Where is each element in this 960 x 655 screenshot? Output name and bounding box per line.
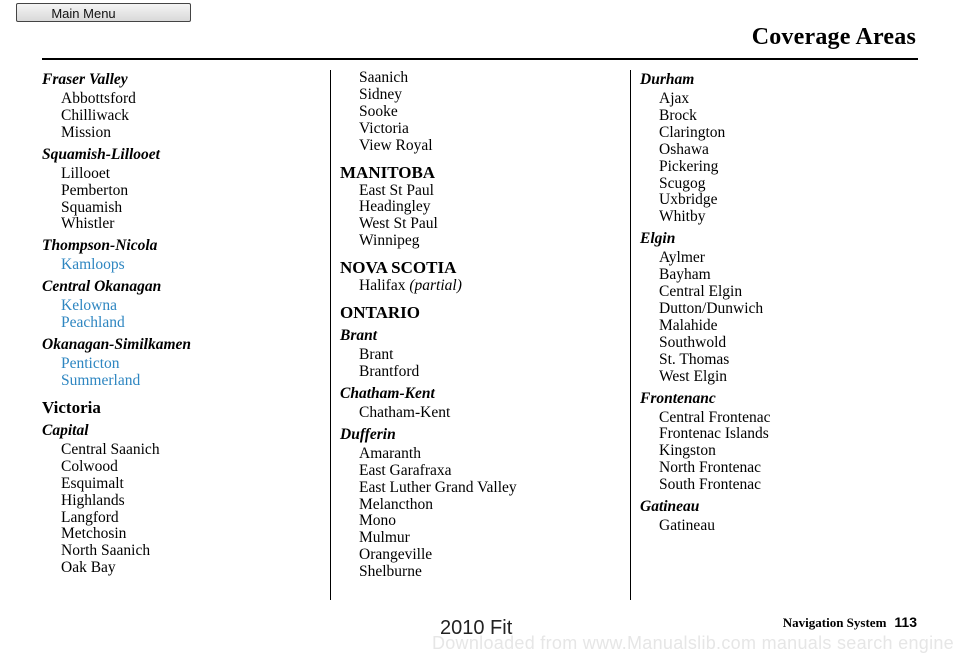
place-name: Chilliwack: [61, 106, 130, 124]
place-name: Whitby: [659, 208, 706, 226]
place-name: Malahide: [659, 316, 718, 334]
region-heading: Elgin: [640, 230, 676, 248]
place-name: Ajax: [659, 90, 690, 107]
place-name: Langford: [61, 508, 119, 526]
place-list: [340, 347, 620, 381]
region-section: [340, 70, 620, 155]
place-item: [61, 216, 322, 233]
place-name: Dutton/Dunwich: [659, 299, 764, 317]
province-heading: ONTARIO: [340, 303, 420, 323]
coverage-column-1: [42, 70, 322, 577]
place-item: [359, 199, 620, 216]
place-item: [359, 121, 620, 138]
place-name: Kamloops: [61, 256, 125, 274]
place-name: Squamish: [61, 198, 123, 216]
place-list: [42, 166, 322, 234]
province-section: [340, 258, 620, 295]
place-item: [659, 335, 920, 352]
footer-section-label: Navigation System: [782, 615, 887, 630]
place-name: Central Saanich: [61, 440, 160, 458]
place-item: [659, 443, 920, 460]
place-name: Colwood: [61, 457, 118, 475]
region-section: [640, 70, 920, 226]
place-name: Summerland: [61, 371, 141, 389]
region-section: [640, 229, 920, 385]
region-section: [42, 145, 322, 234]
place-name: North Frontenac: [659, 459, 762, 477]
place-name: North Saanich: [61, 542, 151, 560]
place-item: [61, 476, 322, 493]
region-section: [42, 421, 322, 577]
place-list: [640, 91, 920, 226]
region-section: [42, 236, 322, 274]
place-name: Frontenac Islands: [659, 425, 769, 443]
place-name: Oak Bay: [61, 559, 116, 577]
province-section: [340, 303, 620, 323]
place-list: [42, 442, 322, 577]
place-name: Abbottsford: [61, 90, 136, 107]
place-item: [659, 209, 920, 226]
place-list: [340, 183, 620, 251]
place-item: [659, 410, 920, 427]
place-list: [340, 278, 620, 295]
place-item: [359, 233, 620, 250]
place-name: Pickering: [659, 157, 719, 175]
place-item: [61, 183, 322, 200]
region-heading: Gatineau: [640, 498, 700, 516]
place-item: [61, 459, 322, 476]
place-item: [359, 104, 620, 121]
place-item: [659, 91, 920, 108]
place-list: [640, 250, 920, 385]
place-item: [659, 352, 920, 369]
coverage-column-2: [340, 70, 620, 581]
place-name: East Garafraxa: [359, 461, 452, 479]
model-watermark: 2010 Fit: [440, 617, 513, 639]
place-item: [659, 250, 920, 267]
place-item: [61, 125, 322, 142]
place-name: Clarington: [659, 123, 726, 141]
region-heading: Brant: [340, 327, 378, 345]
place-name: Highlands: [61, 491, 125, 509]
region-section: [340, 326, 620, 381]
region-section: [340, 384, 620, 422]
region-heading: Okanagan-Similkamen: [42, 336, 191, 354]
place-name: Central Frontenac: [659, 408, 771, 426]
page-title: Coverage Areas: [751, 24, 916, 50]
place-item: [659, 267, 920, 284]
place-name: Winnipeg: [359, 232, 420, 250]
region-heading: Dufferin: [340, 425, 396, 443]
place-item: [359, 216, 620, 233]
place-name: Saanich: [359, 69, 409, 86]
place-item: [359, 547, 620, 564]
column-divider: [330, 70, 331, 600]
place-item: [359, 278, 620, 295]
place-name: Peachland: [61, 314, 125, 332]
place-name: Amaranth: [359, 444, 421, 462]
place-name: Aylmer: [659, 249, 705, 267]
place-name: East Luther Grand Valley: [359, 478, 517, 496]
place-list: [340, 405, 620, 422]
place-item: [659, 369, 920, 386]
place-name: Southwold: [659, 333, 727, 351]
place-list: [340, 70, 620, 155]
place-item: [659, 142, 920, 159]
place-item: [359, 138, 620, 155]
place-list: [340, 446, 620, 581]
place-name: South Frontenac: [659, 476, 762, 494]
place-item: [359, 564, 620, 581]
place-name: Bayham: [659, 266, 711, 284]
place-item: [359, 463, 620, 480]
place-link[interactable]: [61, 356, 322, 373]
place-name: Melancthon: [359, 495, 434, 513]
place-item: [61, 108, 322, 125]
place-name: Oshawa: [659, 140, 709, 158]
place-name: Pemberton: [61, 181, 129, 199]
coverage-note: (partial): [409, 277, 462, 295]
place-item: [359, 364, 620, 381]
title-rule: [42, 58, 918, 60]
region-section: [640, 389, 920, 495]
place-name: Esquimalt: [61, 474, 124, 492]
place-list: [42, 91, 322, 142]
place-item: [61, 442, 322, 459]
province-section: [42, 398, 322, 418]
place-item: [61, 91, 322, 108]
place-item: [359, 183, 620, 200]
place-name: Orangeville: [359, 546, 433, 564]
place-item: [659, 318, 920, 335]
place-item: [61, 166, 322, 183]
place-name: Brant: [359, 346, 394, 364]
place-name: West Elgin: [659, 367, 728, 385]
place-name: Whistler: [61, 215, 115, 233]
place-list: [640, 410, 920, 495]
main-menu-label: Main Menu: [51, 6, 116, 21]
place-link[interactable]: [61, 373, 322, 390]
place-item: [61, 526, 322, 543]
place-name: Brantford: [359, 362, 420, 380]
place-item: [659, 460, 920, 477]
region-heading: Squamish-Lillooet: [42, 145, 160, 163]
place-item: [359, 513, 620, 530]
place-item: [659, 284, 920, 301]
region-heading: Frontenanc: [640, 389, 716, 407]
place-name: Uxbridge: [659, 191, 718, 209]
place-name: Kingston: [659, 442, 716, 460]
place-list: [640, 518, 920, 535]
place-list: [42, 356, 322, 390]
place-item: [61, 200, 322, 217]
region-heading: Thompson-Nicola: [42, 237, 158, 255]
region-section: [42, 70, 322, 142]
place-item: [359, 530, 620, 547]
place-name: Gatineau: [659, 517, 715, 535]
place-item: [659, 477, 920, 494]
place-item: [659, 518, 920, 535]
place-item: [659, 192, 920, 209]
place-name: Mulmur: [359, 529, 410, 547]
place-name: Chatham-Kent: [359, 403, 451, 421]
place-name: Penticton: [61, 355, 120, 373]
place-name: Brock: [659, 106, 697, 124]
place-name: Central Elgin: [659, 283, 743, 301]
region-section: [340, 425, 620, 581]
site-watermark: Downloaded from www.Manualslib.com manuals search engine: [431, 633, 954, 653]
place-link[interactable]: [61, 315, 322, 332]
place-name: Headingley: [359, 198, 431, 216]
place-item: [359, 446, 620, 463]
region-heading: Durham: [640, 71, 695, 88]
place-link[interactable]: [61, 257, 322, 274]
place-name: Shelburne: [359, 563, 422, 581]
place-name: Sooke: [359, 102, 398, 120]
region-section: [42, 335, 322, 390]
place-item: [61, 560, 322, 577]
place-name: View Royal: [359, 136, 433, 154]
place-name: Halifax: [359, 277, 406, 295]
region-section: [640, 497, 920, 535]
province-heading: NOVA SCOTIA: [340, 258, 457, 278]
column-divider: [630, 70, 631, 600]
place-item: [359, 87, 620, 104]
place-name: St. Thomas: [659, 350, 730, 368]
region-heading: Chatham-Kent: [340, 384, 435, 402]
place-item: [61, 510, 322, 527]
place-item: [659, 125, 920, 142]
place-name: Kelowna: [61, 297, 117, 315]
province-heading: MANITOBA: [340, 162, 436, 182]
region-heading: Fraser Valley: [42, 71, 128, 88]
coverage-column-3: [640, 70, 920, 535]
page-footer: [783, 614, 917, 631]
page-number: 113: [894, 614, 917, 630]
province-heading: Victoria: [42, 397, 101, 417]
place-link[interactable]: [61, 298, 322, 315]
place-item: [61, 543, 322, 560]
place-name: Sidney: [359, 85, 403, 103]
main-menu-button[interactable]: [16, 3, 191, 22]
place-name: Mono: [359, 512, 397, 530]
place-item: [359, 70, 620, 87]
place-list: [42, 298, 322, 332]
place-item: [359, 405, 620, 422]
place-name: West St Paul: [359, 215, 438, 233]
place-name: East St Paul: [359, 181, 434, 199]
place-name: Lillooet: [61, 164, 111, 182]
place-list: [42, 257, 322, 274]
region-heading: Central Okanagan: [42, 278, 162, 296]
place-item: [659, 159, 920, 176]
place-item: [359, 347, 620, 364]
place-name: Scugog: [659, 174, 706, 192]
region-section: [42, 277, 322, 332]
place-item: [659, 301, 920, 318]
place-item: [659, 426, 920, 443]
place-name: Mission: [61, 123, 111, 141]
place-name: Victoria: [359, 119, 409, 137]
place-item: [359, 497, 620, 514]
region-heading: Capital: [42, 421, 89, 439]
place-item: [359, 480, 620, 497]
place-item: [659, 108, 920, 125]
place-item: [61, 493, 322, 510]
province-section: [340, 163, 620, 251]
place-name: Metchosin: [61, 525, 127, 543]
place-item: [659, 176, 920, 193]
